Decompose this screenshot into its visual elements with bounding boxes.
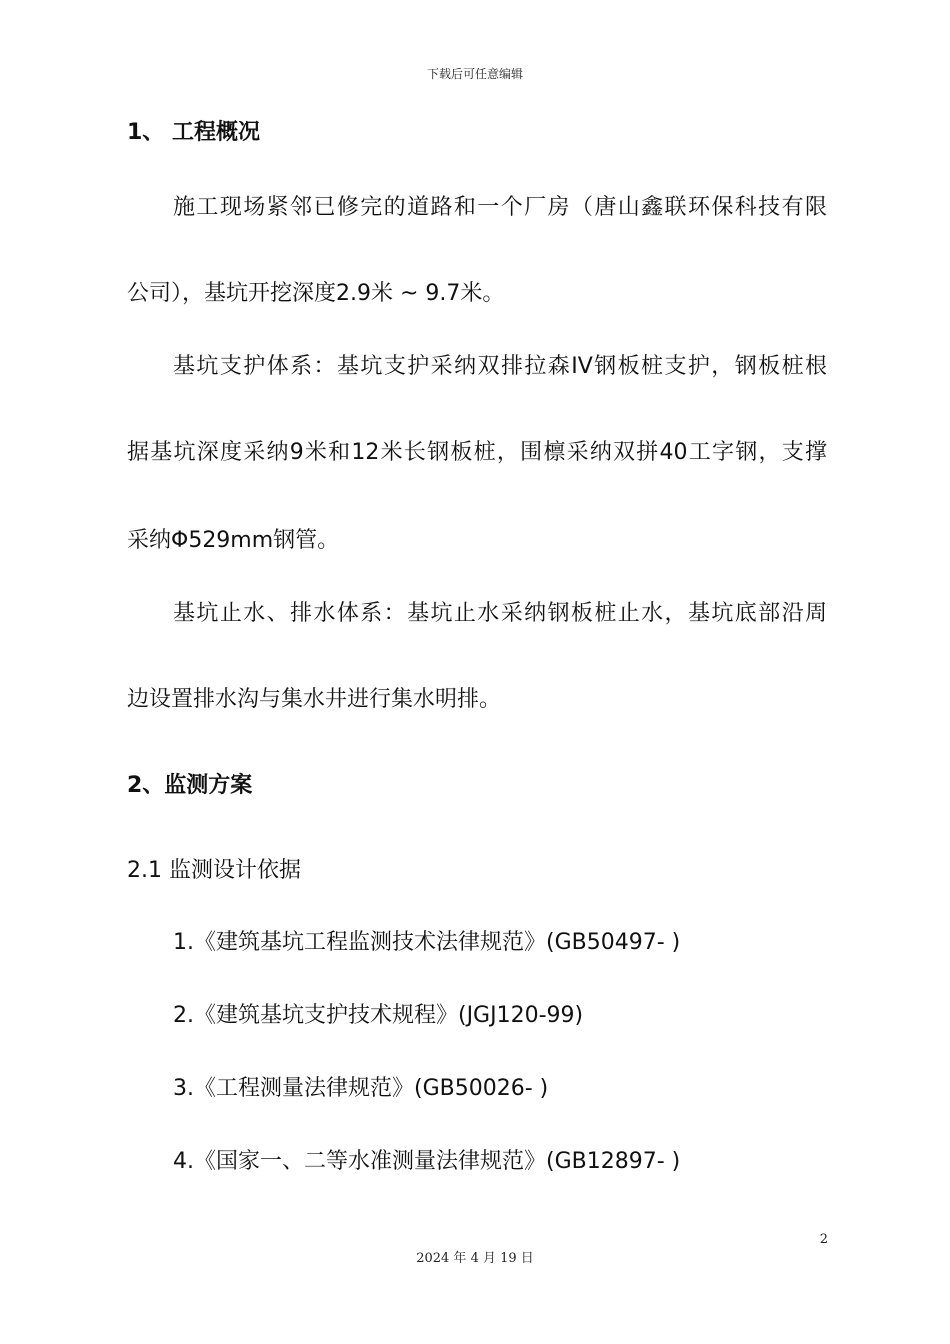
paragraph-2-line-1: 基坑支护体系：基坑支护采纳双排拉森IV钢板桩支护，钢板桩根 [173, 354, 827, 379]
page-number: 2 [819, 1232, 828, 1247]
reference-item-1: 1.《建筑基坑工程监测技术法律规范》(GB50497- ) [173, 930, 681, 955]
section-1-title: 1、 工程概况 [127, 120, 260, 145]
reference-item-3: 3.《工程测量法律规范》(GB50026- ) [173, 1076, 549, 1101]
section-2-1-subtitle: 2.1 监测设计依据 [127, 858, 301, 883]
paragraph-2-line-2: 据基坑深度采纳9米和12米长钢板桩，围檩采纳双拼40工字钢，支撑 [127, 440, 827, 465]
page-header: 下载后可任意编辑 [426, 67, 523, 81]
paragraph-2-line-3: 采纳Φ529mm钢管。 [127, 528, 340, 553]
paragraph-3-line-1: 基坑止水、排水体系：基坑止水采纳钢板桩止水，基坑底部沿周 [173, 601, 827, 626]
section-2-title: 2、监测方案 [127, 773, 253, 798]
reference-item-4: 4.《国家一、二等水准测量法律规范》(GB12897- ) [173, 1149, 681, 1174]
paragraph-3-line-2: 边设置排水沟与集水井进行集水明排。 [127, 687, 502, 712]
paragraph-1-line-1: 施工现场紧邻已修完的道路和一个厂房（唐山鑫联环保科技有限 [173, 195, 827, 220]
paragraph-1-line-2: 公司），基坑开挖深度2.9米 ~ 9.7米。 [127, 281, 505, 306]
page-footer-date: 2024 年 4 月 19 日 [416, 1251, 534, 1266]
reference-item-2: 2.《建筑基坑支护技术规程》(JGJ120-99) [173, 1003, 584, 1028]
